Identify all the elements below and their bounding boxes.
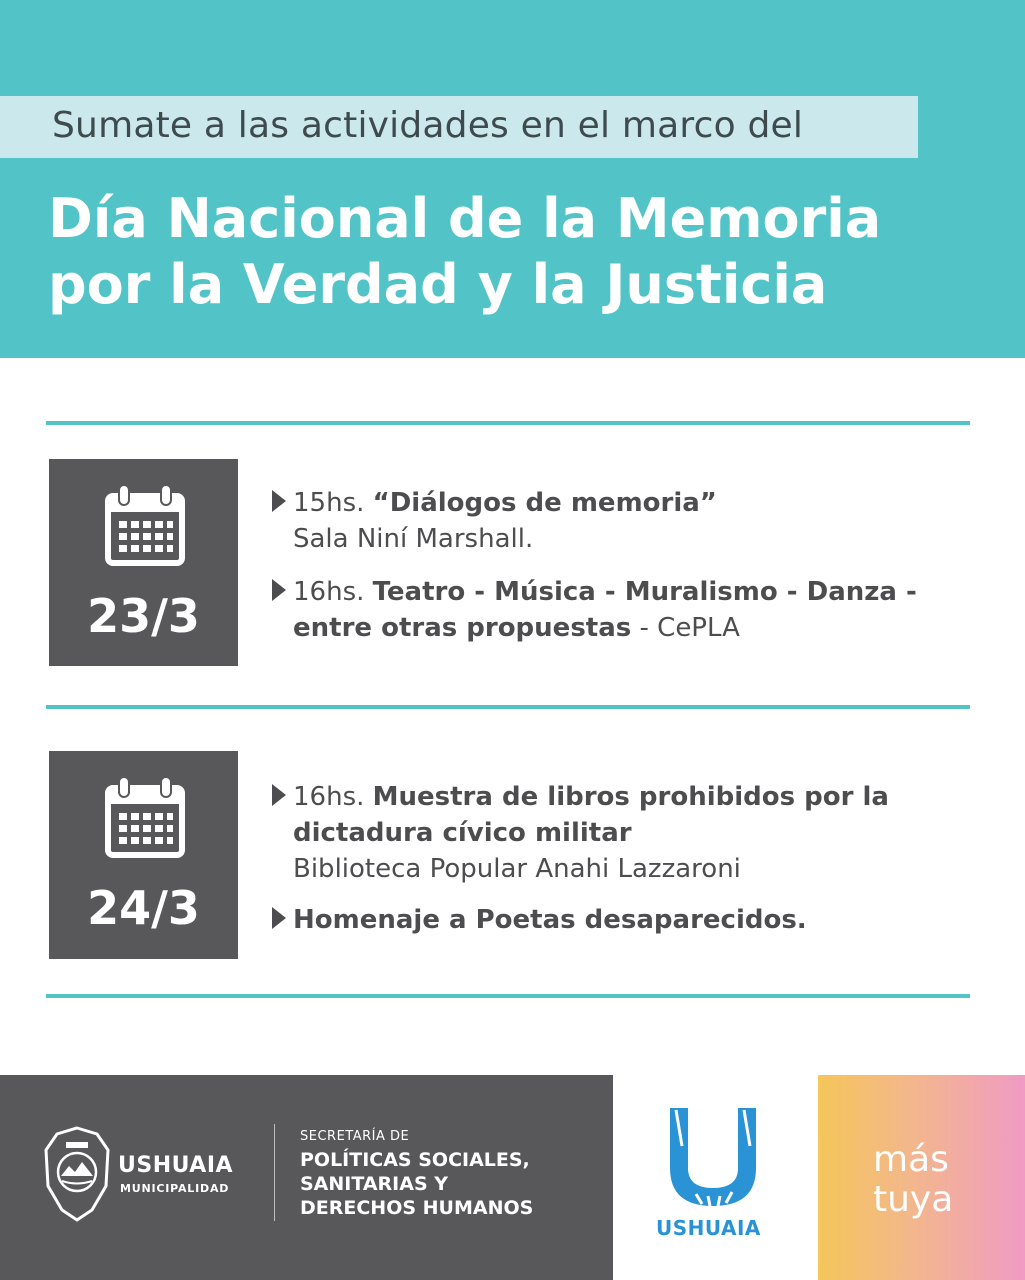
title-line-1: Día Nacional de la Memoria: [48, 187, 882, 250]
calendar-icon: [105, 775, 185, 859]
event-item: [272, 779, 889, 887]
play-arrow-icon: [272, 907, 286, 929]
event-title: Homenaje a Poetas desaparecidos.: [293, 905, 807, 935]
event-item: [272, 574, 917, 646]
event-time: 16hs.: [293, 577, 365, 607]
event-place: - CePLA: [631, 613, 740, 643]
event-title-cont: dictadura cívico militar: [293, 818, 632, 848]
secretariat-name-line-1: POLÍTICAS SOCIALES,: [300, 1149, 530, 1171]
ushuaia-brand-word: USHUAIA: [656, 1216, 761, 1240]
page-title: [48, 186, 881, 318]
divider: [46, 421, 970, 425]
event-item: [272, 485, 717, 557]
play-arrow-icon: [272, 579, 286, 601]
slogan: [873, 1140, 953, 1220]
event-title: Teatro - Música - Muralismo - Danza -: [372, 577, 917, 607]
event-time: 15hs.: [293, 488, 365, 518]
event-place: Sala Niní Marshall.: [293, 524, 534, 554]
date-card-24-3: [49, 751, 238, 959]
slogan-line-2: tuya: [873, 1179, 954, 1220]
municipal-seal-icon: [42, 1124, 112, 1224]
secretariat-name-line-3: DERECHOS HUMANOS: [300, 1197, 534, 1219]
event-title: “Diálogos de memoria”: [372, 488, 717, 518]
date-label: 24/3: [87, 881, 200, 935]
municipality-subtitle: MUNICIPALIDAD: [120, 1182, 230, 1195]
divider: [46, 994, 970, 998]
slogan-line-1: más: [873, 1139, 949, 1180]
event-place: Biblioteca Popular Anahi Lazzaroni: [293, 854, 741, 884]
intro-text: Sumate a las actividades en el marco del: [52, 105, 804, 146]
date-label: 23/3: [87, 589, 200, 643]
municipality-name: USHUAIA: [118, 1153, 234, 1178]
calendar-icon: [105, 483, 185, 567]
footer-separator: [274, 1124, 275, 1221]
divider: [46, 705, 970, 709]
event-title-cont: entre otras propuestas: [293, 613, 632, 643]
secretariat-name-line-2: SANITARIAS Y: [300, 1173, 449, 1195]
ushuaia-u-logo-icon: [666, 1106, 760, 1210]
play-arrow-icon: [272, 490, 286, 512]
event-title: Muestra de libros prohibidos por la: [372, 782, 889, 812]
date-card-23-3: [49, 459, 238, 666]
secretariat-label: SECRETARÍA DE: [300, 1129, 410, 1144]
event-item: [272, 902, 807, 938]
event-time: 16hs.: [293, 782, 365, 812]
title-line-2: por la Verdad y la Justicia: [48, 253, 828, 316]
play-arrow-icon: [272, 784, 286, 806]
